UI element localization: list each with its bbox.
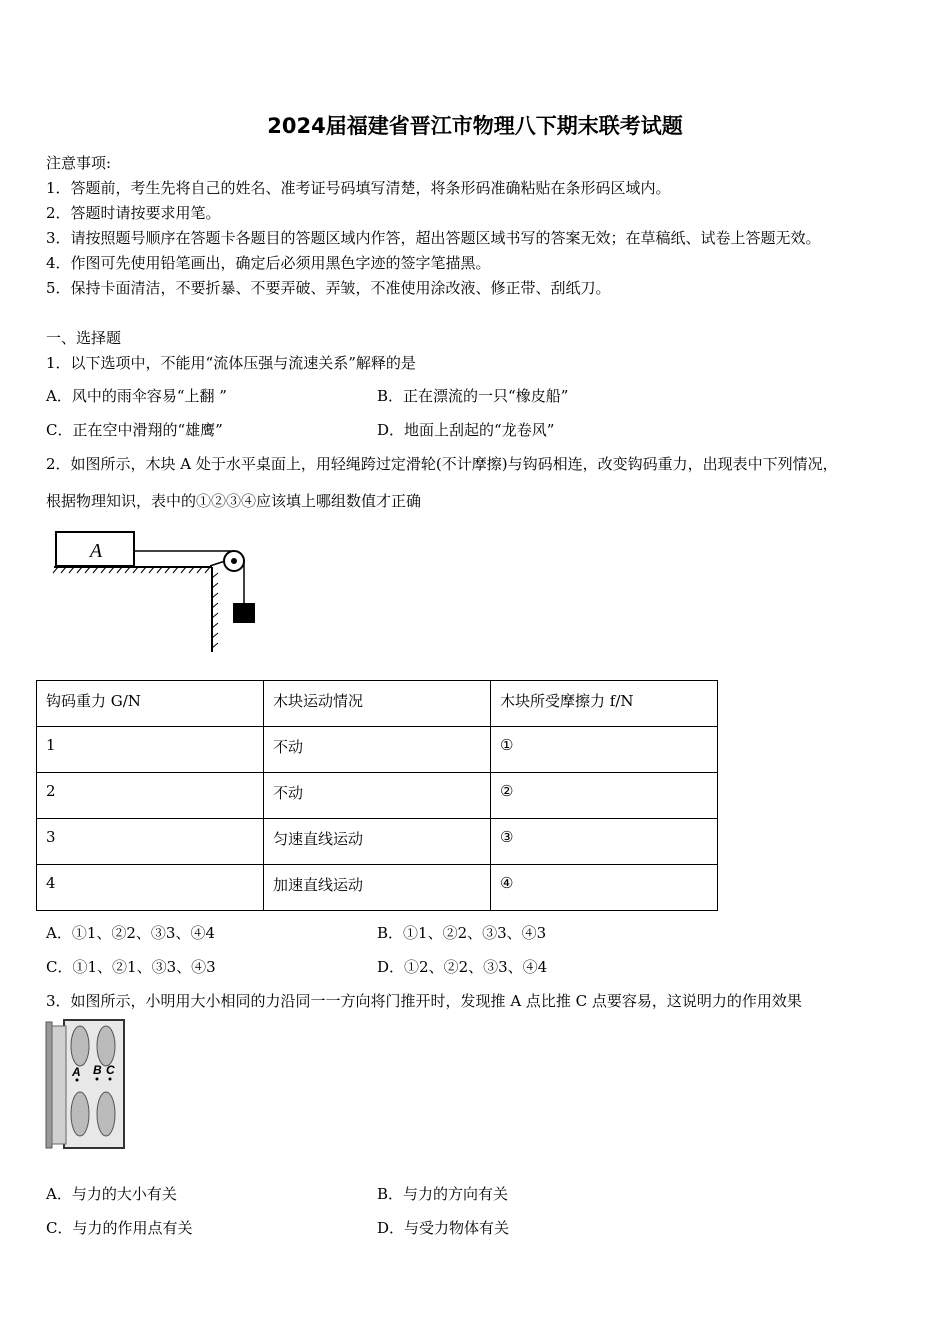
notice-item: 2．答题时请按要求用笔。	[46, 204, 221, 222]
table-row	[37, 819, 718, 865]
table-row	[37, 727, 718, 773]
table-header-cell: 钩码重力 G/N	[37, 681, 264, 727]
q3-option-c: C．与力的作用点有关	[46, 1219, 193, 1237]
notice-heading: 注意事项:	[46, 154, 112, 172]
q1-option-c: C．正在空中滑翔的“雄鹰”	[46, 421, 223, 439]
table-cell: 不动	[264, 727, 491, 773]
q3-stem: 3．如图所示，小明用大小相同的力沿同一一方向将门推开时，发现推 A 点比推 C 点要容易，这说明力的作用效果	[46, 992, 802, 1010]
table-cell: ③	[491, 819, 718, 865]
q2-table	[36, 680, 718, 911]
table-cell: 不动	[264, 773, 491, 819]
q1-stem: 1．以下选项中，不能用“流体压强与流速关系”解释的是	[46, 354, 416, 372]
q2-option-a: A．①1、②2、③3、④4	[46, 924, 216, 942]
pulley-figure	[50, 528, 270, 658]
notice-item: 4．作图可先使用铅笔画出，确定后必须用黑色字迹的签字笔描黑。	[46, 254, 491, 272]
table-cell: 4	[37, 865, 264, 911]
q1-option-d: D．地面上刮起的“龙卷风”	[377, 421, 555, 439]
notice-item: 3．请按照题号顺序在答题卡各题目的答题区域内作答，超出答题区域书写的答案无效；在草稿纸、试卷上答题无效。	[46, 229, 821, 247]
door-point-c: C	[106, 1063, 115, 1077]
table-cell: ①	[491, 727, 718, 773]
q2-option-d: D．①2、②2、③3、④4	[377, 958, 548, 976]
door-figure	[44, 1018, 130, 1152]
table-cell: 2	[37, 773, 264, 819]
table-cell: 3	[37, 819, 264, 865]
q3-option-a: A．与力的大小有关	[46, 1185, 177, 1203]
q1-option-a: A．风中的雨伞容易“上翻 ”	[46, 387, 227, 405]
table-header-row	[37, 681, 718, 727]
table-row	[37, 865, 718, 911]
table-cell: 1	[37, 727, 264, 773]
section-heading: 一、选择题	[46, 329, 122, 347]
table-cell: ②	[491, 773, 718, 819]
q3-option-b: B．与力的方向有关	[377, 1185, 509, 1203]
table-cell: 加速直线运动	[264, 865, 491, 911]
q3-option-d: D．与受力物体有关	[377, 1219, 510, 1237]
q1-option-b: B．正在漂流的一只“橡皮船”	[377, 387, 569, 405]
q2-option-b: B．①1、②2、③3、④3	[377, 924, 547, 942]
table-header-cell: 木块所受摩擦力 f/N	[491, 681, 718, 727]
block-a-label: A	[89, 540, 103, 562]
notice-item: 5．保持卡面清洁，不要折暴、不要弄破、弄皱，不准使用涂改液、修正带、刮纸刀。	[46, 279, 611, 297]
q2-stem-line2: 根据物理知识，表中的①②③④应该填上哪组数值才正确	[46, 492, 422, 510]
door-point-b: B	[93, 1063, 102, 1077]
table-cell: ④	[491, 865, 718, 911]
table-cell: 匀速直线运动	[264, 819, 491, 865]
hanging-weight	[233, 603, 255, 623]
page-title: 2024届福建省晋江市物理八下期末联考试题	[267, 114, 683, 138]
q2-stem-line1: 2．如图所示，木块 A 处于水平桌面上，用轻绳跨过定滑轮(不计摩擦)与钩码相连，改变钩码重力，出现表中下列情况，	[46, 455, 838, 473]
table-row	[37, 773, 718, 819]
q2-option-c: C．①1、②1、③3、④3	[46, 958, 216, 976]
notice-item: 1．答题前，考生先将自己的姓名、准考证号码填写清楚，将条形码准确粘贴在条形码区域内。	[46, 179, 671, 197]
door-point-a: A	[72, 1065, 81, 1079]
table-header-cell: 木块运动情况	[264, 681, 491, 727]
